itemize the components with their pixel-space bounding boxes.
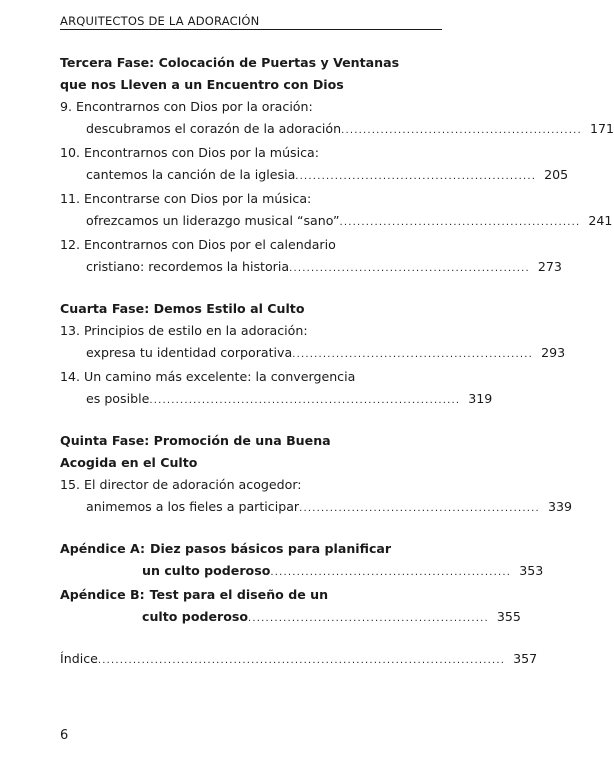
toc-section-quinta-fase [60,430,572,520]
toc-section-cuarta-fase [60,298,566,412]
section-title-line: Acogida en el Culto [60,455,198,470]
entry-subtitle: animemos a los fieles a participar [86,499,300,514]
toc-entry-line1 [60,320,442,342]
appendix-subtitle: culto poderoso [142,609,249,624]
entry-subtitle: expresa tu identidad corporativa [86,345,293,360]
toc-entry-link[interactable] [60,342,566,366]
dot-leader: ....................................................... [270,567,512,578]
toc-entry-link[interactable] [60,256,562,280]
entry-subtitle: ofrezcamos un liderazgo musical “sano” [86,213,340,228]
dot-leader: ....................................................... [289,263,530,274]
dot-leader: ....................................................... [299,503,540,514]
entry-heading: 12. Encontrarnos con Dios por el calendario [60,237,336,252]
entry-subtitle: es posible [86,391,150,406]
page-folio: 6 [60,728,69,743]
page-number: 353 [519,563,544,578]
toc-appendices [60,538,544,630]
toc-entry-link[interactable] [60,496,572,520]
appendix-title: Test para el diseño de un [149,587,329,602]
toc-section-tercera-fase [60,52,614,280]
dot-leader: ....................................................... [248,613,489,624]
toc-entry-line1 [60,474,442,496]
entry-heading: 13. Principios de estilo en la adoración: [60,323,308,338]
page-number: 357 [513,651,538,666]
appendix-a-heading [60,538,442,560]
running-header: ARQUITECTOS DE LA ADORACIÓN [60,14,442,30]
entry-subtitle: cristiano: recordemos la historia [86,259,290,274]
toc-entry-line1 [60,96,442,118]
page-number: 171 [589,121,614,136]
section-title-line: Quinta Fase: Promoción de una Buena [60,433,331,448]
dot-leader: ....................................................... [339,217,581,228]
section-title-line: Tercera Fase: Colocación de Puertas y Ventanas [60,55,400,70]
page-number: 355 [496,609,521,624]
toc-entry-line1 [60,142,442,164]
toc-entry-line1 [60,366,442,388]
appendix-label: Apéndice A: [60,541,146,556]
toc-entry-line1 [60,188,442,210]
page-number: 319 [468,391,493,406]
toc-index-link[interactable] [60,648,538,672]
toc-entry-link[interactable] [60,388,493,412]
dot-leader: ....................................................... [341,125,582,136]
entry-heading: 10. Encontrarnos con Dios por la música: [60,145,319,160]
toc-entry-line1 [60,234,442,256]
toc-entry-link[interactable] [60,210,613,234]
page-number: 293 [541,345,566,360]
index-label: Índice [60,651,98,666]
toc-entry-link[interactable] [60,164,569,188]
appendix-subtitle: un culto poderoso [142,563,271,578]
entry-heading: 11. Encontrarse con Dios por la música: [60,191,312,206]
entry-subtitle: cantemos la canción de la iglesia [86,167,296,182]
appendix-title: Diez pasos básicos para planificar [150,541,392,556]
page-number: 273 [537,259,562,274]
entry-heading: 15. El director de adoración acogedor: [60,477,302,492]
page-number: 339 [547,499,572,514]
dot-leader: ............................................................................................. [97,655,506,666]
table-of-contents [60,52,614,672]
dot-leader: ....................................................... [292,349,534,360]
entry-heading: 14. Un camino más excelente: la convergencia [60,369,356,384]
toc-entry-link[interactable] [60,118,614,142]
entry-subtitle: descubramos el corazón de la adoración [86,121,342,136]
section-title-line: Cuarta Fase: Demos Estilo al Culto [60,301,305,316]
dot-leader: ....................................................... [295,171,537,182]
appendix-b-link[interactable] [60,606,521,630]
page-number: 241 [588,213,613,228]
appendix-a-link[interactable] [60,560,544,584]
appendix-b-heading [60,584,442,606]
section-title-line: que nos Lleven a un Encuentro con Dios [60,77,344,92]
entry-heading: 9. Encontrarnos con Dios por la oración: [60,99,313,114]
page-number: 205 [544,167,569,182]
dot-leader: ....................................................................... [149,395,461,406]
appendix-label: Apéndice B: [60,587,145,602]
